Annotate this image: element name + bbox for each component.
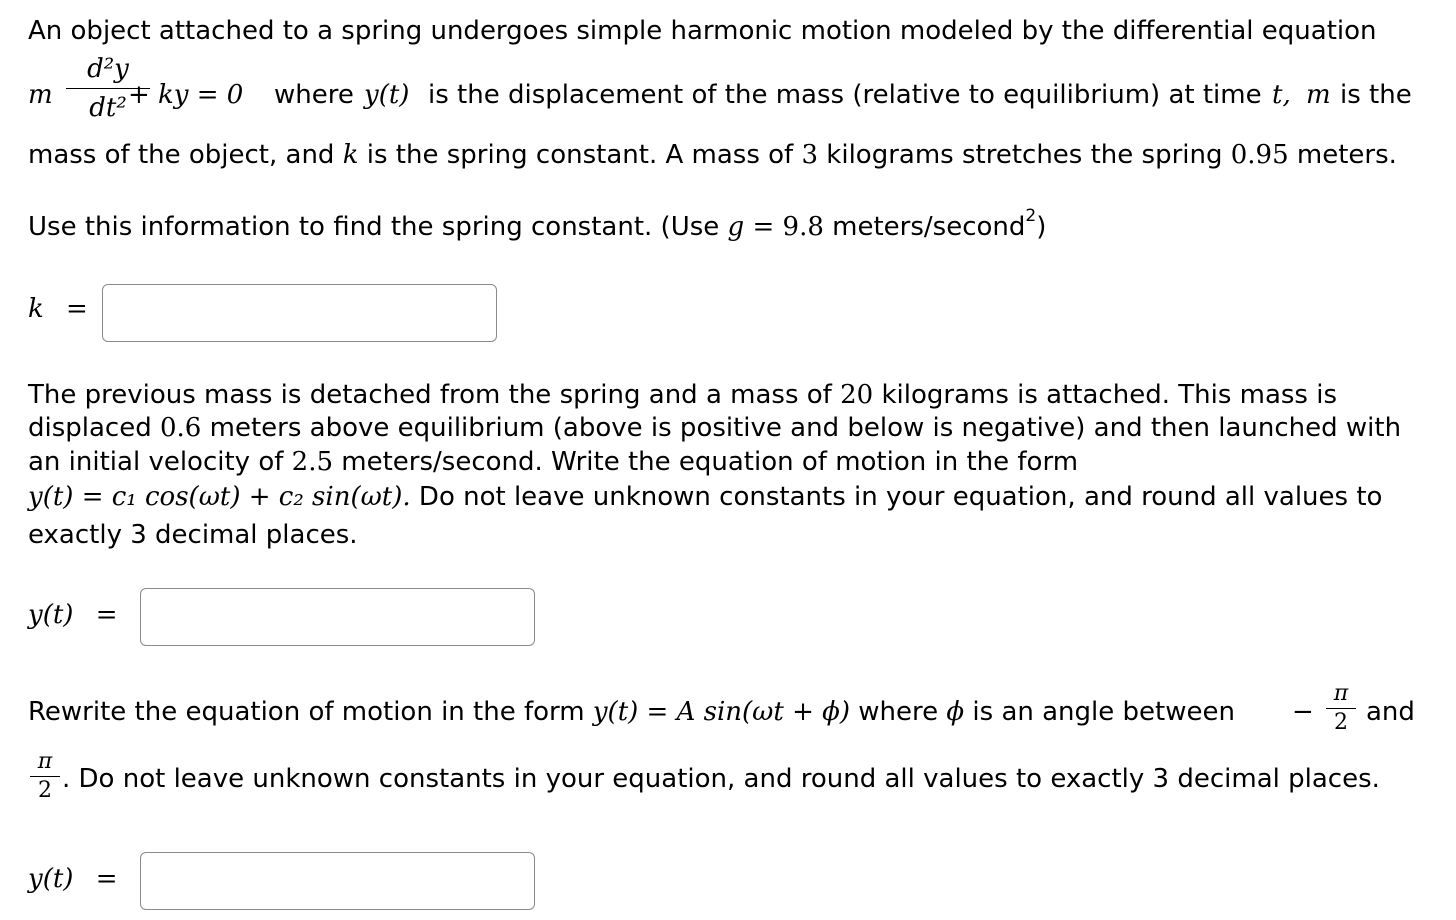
pos-two: 2 [38,778,52,803]
form-equation-2: y(t) = A sin(ωt + ϕ) [592,697,851,727]
p3-line-3 [28,447,1078,477]
p3-l2-a: displaced [28,413,152,443]
line3-d: meters. [1296,140,1397,170]
k-label-group [28,294,88,324]
disp-06: 0.6 [160,413,202,443]
k-answer-input[interactable] [102,284,497,342]
var-m: m [1306,80,1331,110]
p3-l3-b: meters/second. Write the equation of motion in the form [341,447,1079,477]
yt1-label-group [28,600,118,630]
yt2-answer-input[interactable] [140,852,535,910]
neg-pi-over-2 [1326,680,1356,737]
line3-b: is the spring constant. A mass of [366,140,794,170]
velocity-25: 2.5 [291,447,334,477]
eq-denominator: dt² [89,93,127,123]
neg-sign: − [1292,697,1314,727]
p4-c: is an angle between [972,697,1235,727]
stretch-095: 0.95 [1230,140,1289,170]
spring-constant-instruction [28,206,1047,242]
displacement-text: is the displacement of the mass (relative to equilibrium) at time [428,80,1262,110]
yt2-equals: = [95,864,118,894]
mass-3: 3 [801,140,819,170]
p3-line-1 [28,380,1337,410]
yt1-equals: = [95,600,118,630]
p2-c: ) [1036,212,1047,242]
p4-b: where [858,697,939,727]
p3-line-5: exactly 3 decimal places. [28,520,358,550]
y-of-t: y(t) [364,80,410,110]
pos-pi: π [37,749,53,774]
k-label: k [28,294,44,324]
eq-numerator: d²y [87,54,129,84]
eq-m: m [28,80,53,110]
yt1-answer-input[interactable] [140,588,535,646]
is-the-text: is the [1340,80,1412,110]
k-equals: = [66,294,88,324]
p2-sup: 2 [1025,206,1037,226]
eq-tail: + ky = 0 [128,80,244,110]
form-equation-1: y(t) = c₁ cos(ωt) + c₂ sin(ωt). [28,482,411,512]
var-g: g [727,212,745,242]
yt1-label: y(t) [28,600,74,630]
p4-a: Rewrite the equation of motion in the form [28,697,585,727]
var-k: k [342,140,359,170]
intro-line-3 [28,140,1397,170]
p3-l3-a: an initial velocity of [28,447,284,477]
var-phi: ϕ [946,697,965,727]
p4-line-2: . Do not leave unknown constants in your equation, and round all values to exactly 3 decimal places. [62,764,1380,794]
p4-line-1 [28,697,1235,727]
intro-line-1: An object attached to a spring undergoes simple harmonic motion modeled by the differential equation [28,16,1377,46]
yt2-label-group [28,864,118,894]
p2-b: meters/second [832,212,1026,242]
p3-l1-a: The previous mass is detached from the spring and a mass of [28,380,832,410]
line3-a: mass of the object, and [28,140,335,170]
p3-line-4 [28,482,1382,512]
where-text: where [274,80,354,110]
and-text: and [1366,697,1415,727]
p3-l1-b: kilograms is attached. This mass is [881,380,1338,410]
neg-pi: π [1333,681,1349,706]
neg-two: 2 [1334,710,1348,735]
p2-a: Use this information to find the spring constant. (Use [28,212,720,242]
gravity-98: 9.8 [782,212,824,242]
p2-eq: = [752,212,775,242]
line3-c: kilograms stretches the spring [826,140,1223,170]
mass-20: 20 [840,380,874,410]
pi-over-2 [30,748,60,805]
p3-line-2 [28,413,1401,443]
p3-l2-b: meters above equilibrium (above is positive and below is negative) and then launched with [209,413,1402,443]
p3-l4-b: Do not leave unknown constants in your equation, and round all values to [418,482,1383,512]
yt2-label: y(t) [28,864,74,894]
var-t: t, [1272,80,1291,110]
